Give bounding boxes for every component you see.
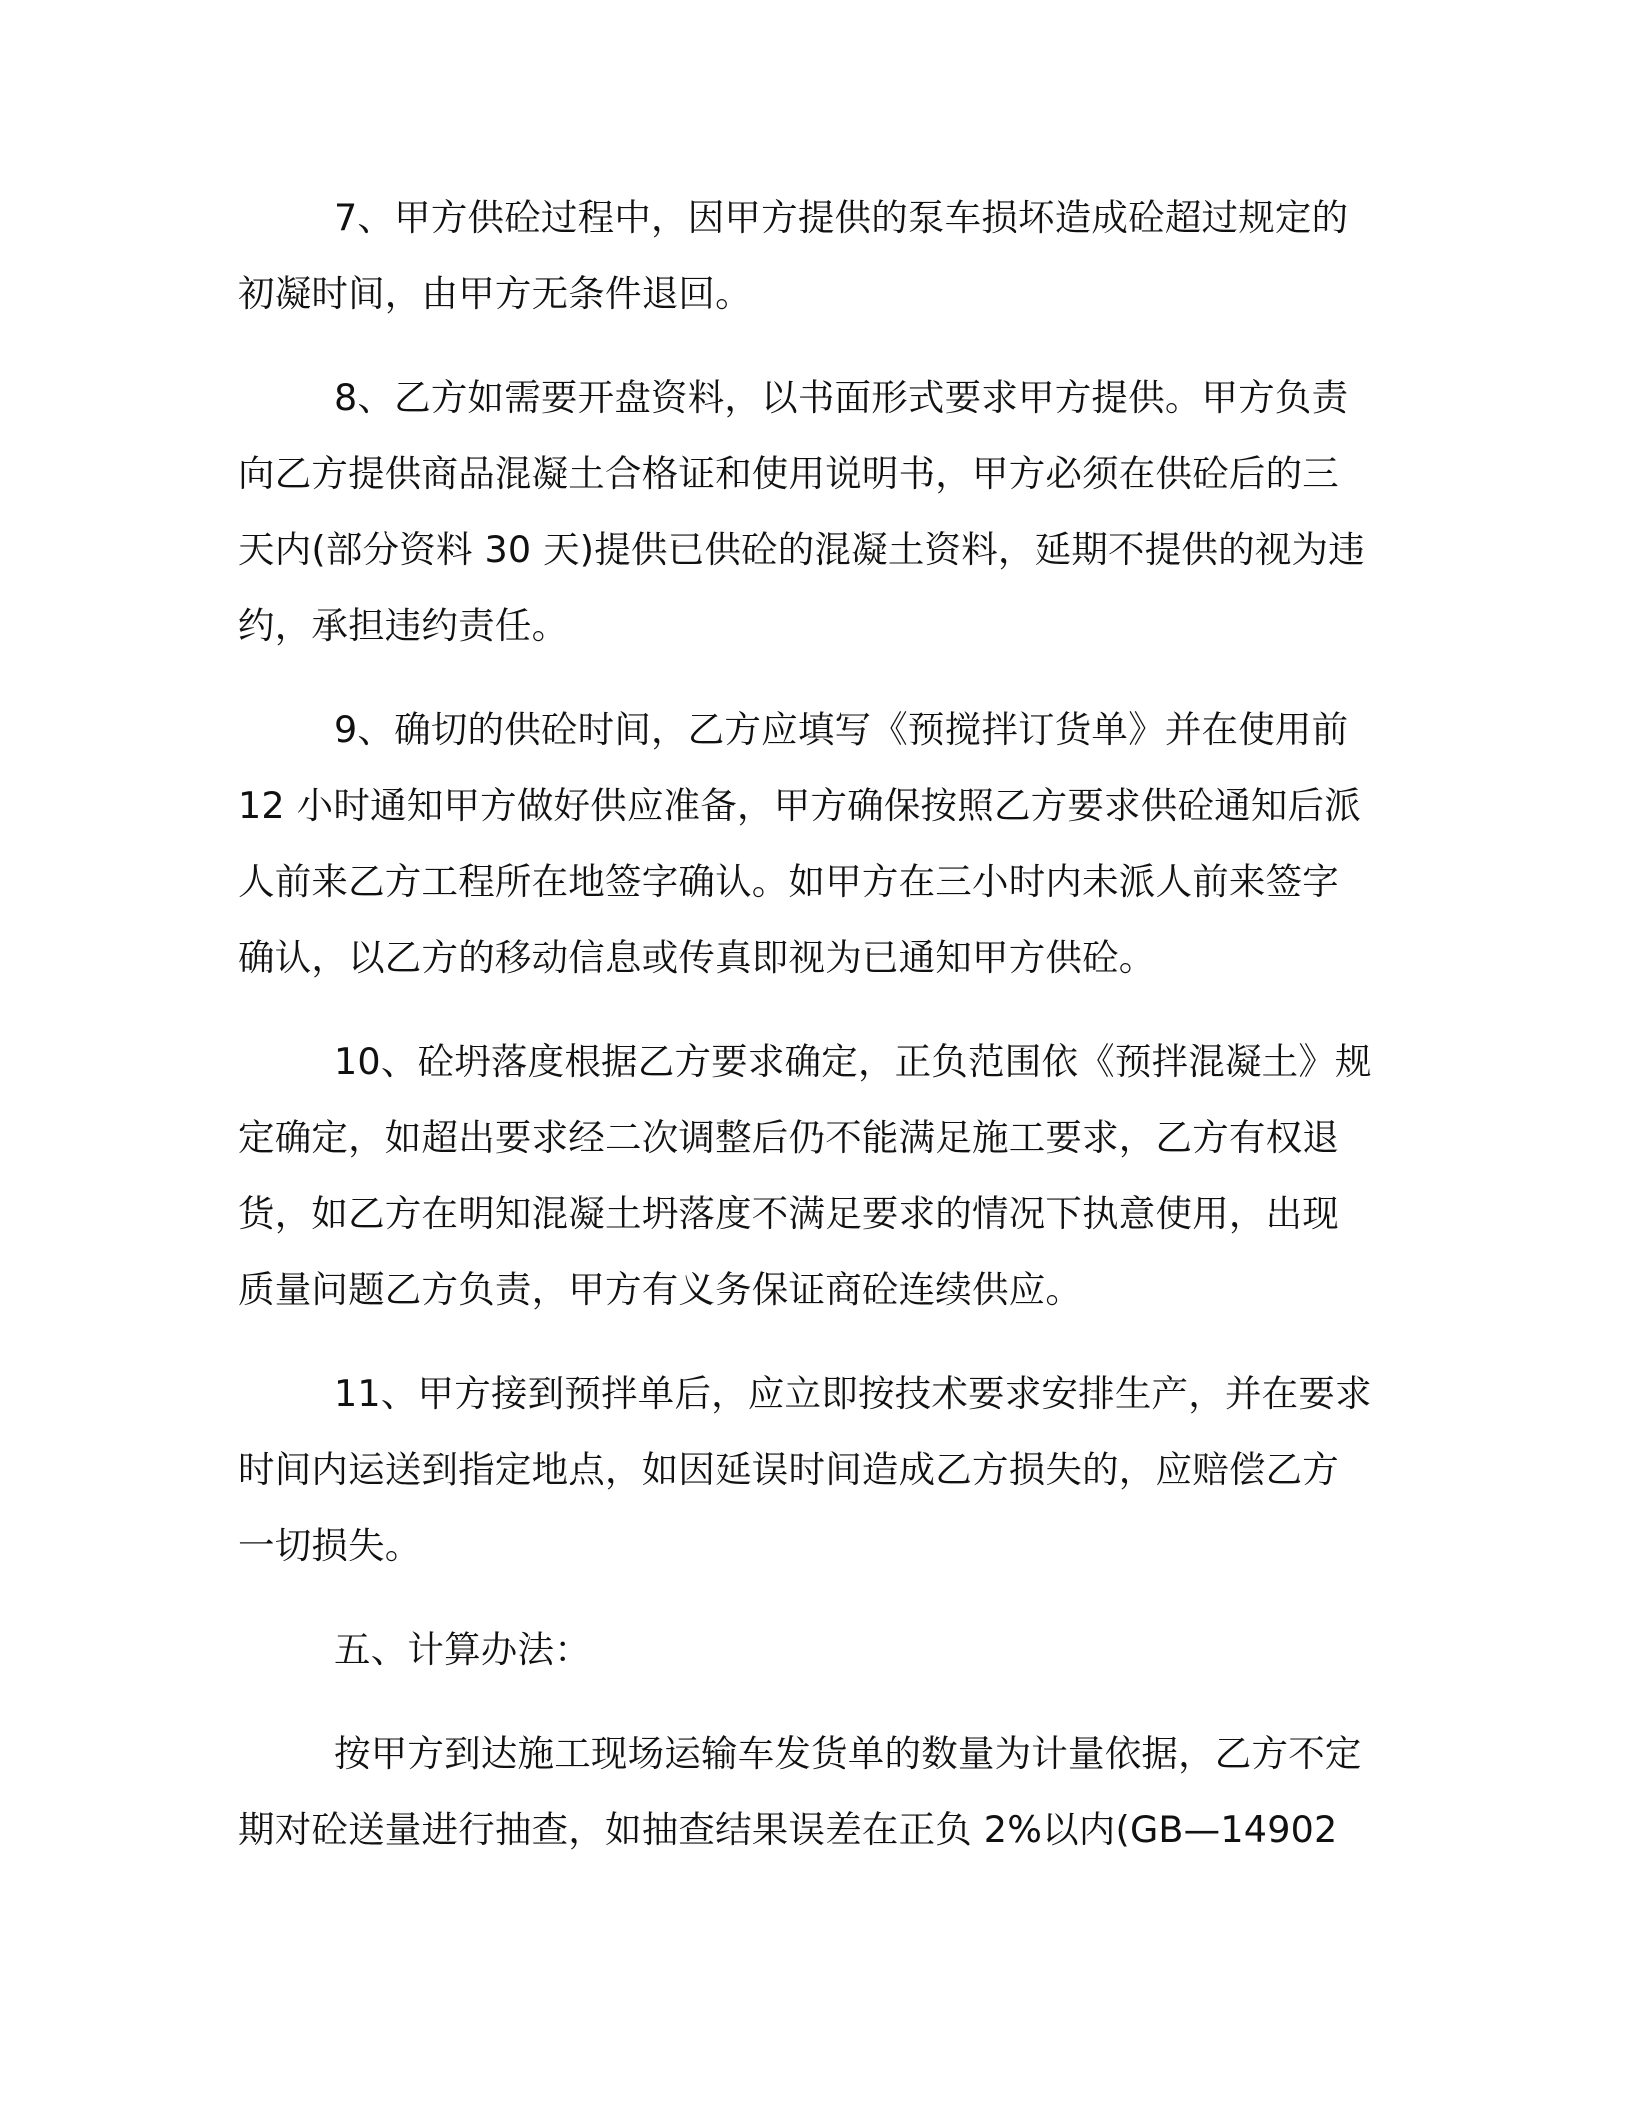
paragraph-9-line-2: 12 小时通知甲方做好供应准备，甲方确保按照乙方要求供砼通知后派: [238, 784, 1361, 827]
paragraph-9-line-4: 确认，以乙方的移动信息或传真即视为已通知甲方供砼。: [238, 936, 1156, 979]
paragraph-11-line-2: 时间内运送到指定地点，如因延误时间造成乙方损失的，应赔偿乙方: [238, 1448, 1339, 1491]
paragraph-7-line-2: 初凝时间，由甲方无条件退回。: [238, 272, 752, 315]
paragraph-9-line-3: 人前来乙方工程所在地签字确认。如甲方在三小时内未派人前来签字: [238, 860, 1339, 903]
paragraph-7-line-1: 7、甲方供砼过程中，因甲方提供的泵车损坏造成砼超过规定的: [334, 196, 1349, 239]
paragraph-8-line-2: 向乙方提供商品混凝土合格证和使用说明书，甲方必须在供砼后的三: [238, 452, 1339, 495]
paragraph-10-line-3: 货，如乙方在明知混凝土坍落度不满足要求的情况下执意使用，出现: [238, 1192, 1339, 1235]
paragraph-8-line-4: 约，承担违约责任。: [238, 604, 569, 647]
paragraph-9-line-1: 9、确切的供砼时间，乙方应填写《预搅拌订货单》并在使用前: [334, 708, 1349, 751]
calculation-paragraph-line-2: 期对砼送量进行抽查，如抽查结果误差在正负 2%以内(GB—14902: [238, 1808, 1338, 1851]
paragraph-10-line-4: 质量问题乙方负责，甲方有义务保证商砼连续供应。: [238, 1268, 1083, 1311]
calculation-paragraph-line-1: 按甲方到达施工现场运输车发货单的数量为计量依据，乙方不定: [334, 1732, 1362, 1775]
section-heading-calculation: 五、计算办法：: [334, 1628, 591, 1671]
paragraph-11-line-1: 11、甲方接到预拌单后，应立即按技术要求安排生产，并在要求: [334, 1372, 1372, 1415]
paragraph-10-line-1: 10、砼坍落度根据乙方要求确定，正负范围依《预拌混凝土》规: [334, 1040, 1372, 1083]
paragraph-11-line-3: 一切损失。: [238, 1524, 422, 1567]
paragraph-8-line-3: 天内(部分资料 30 天)提供已供砼的混凝土资料，延期不提供的视为违: [238, 528, 1365, 571]
paragraph-10-line-2: 定确定，如超出要求经二次调整后仍不能满足施工要求，乙方有权退: [238, 1116, 1339, 1159]
paragraph-8-line-1: 8、乙方如需要开盘资料，以书面形式要求甲方提供。甲方负责: [334, 376, 1349, 419]
